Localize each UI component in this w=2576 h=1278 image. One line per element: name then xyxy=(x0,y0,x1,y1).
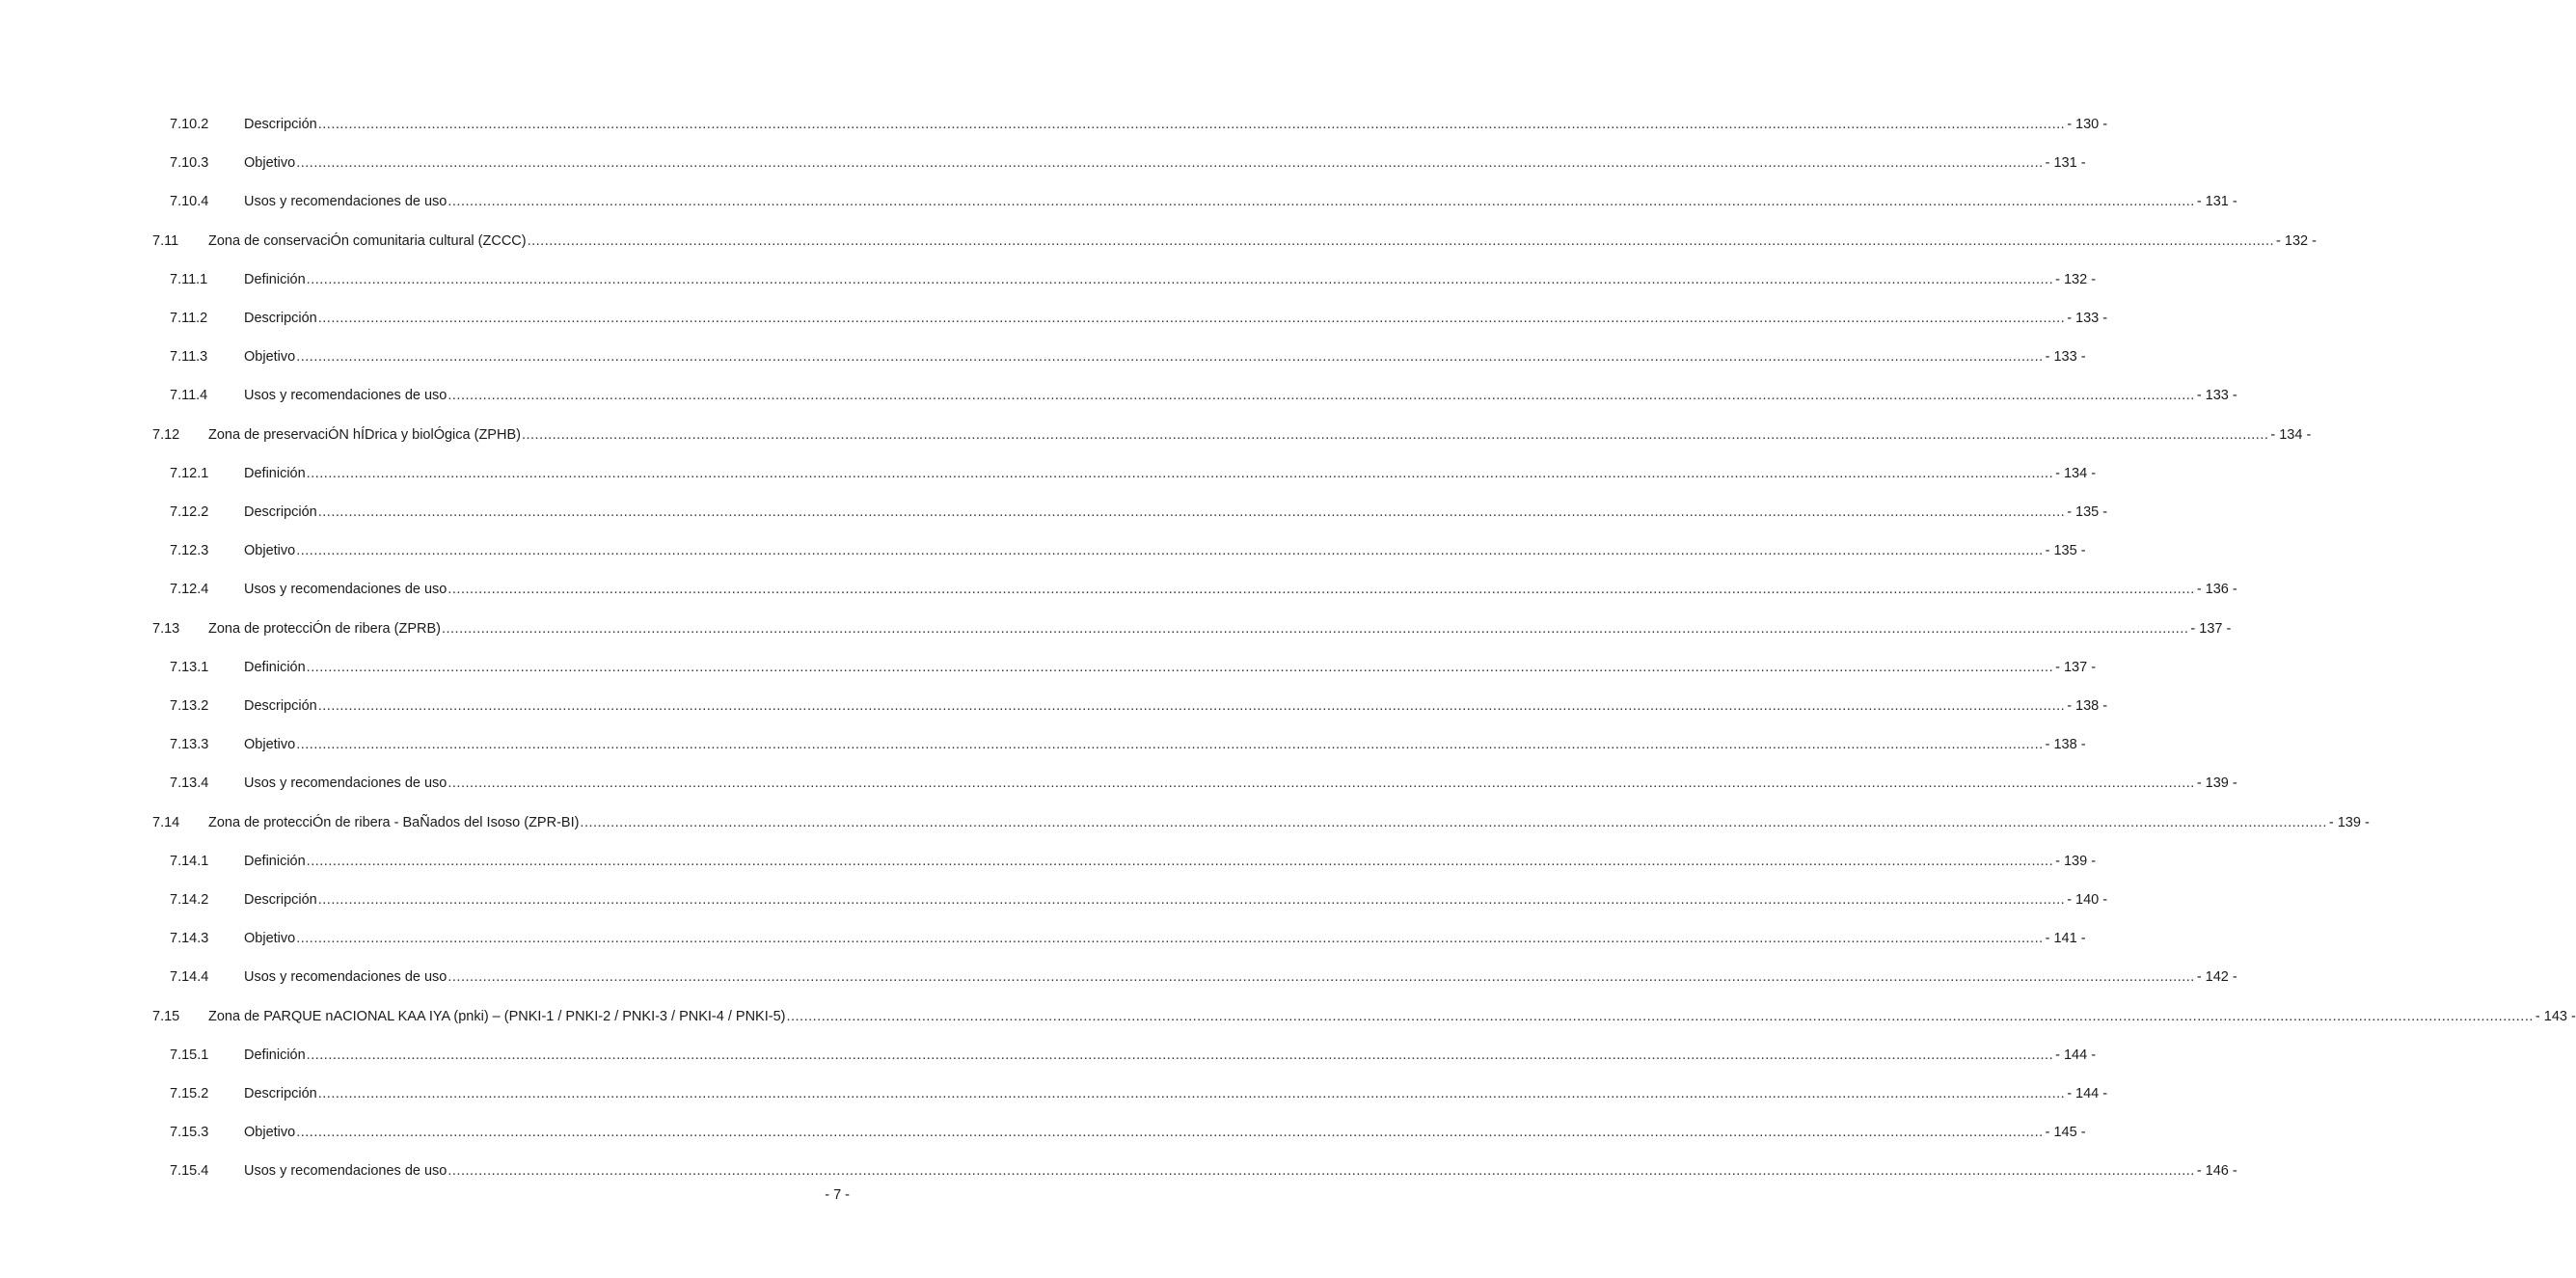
toc-entry-line xyxy=(244,1122,2086,1143)
toc-dot-leader: ................................................................................................................................................................................................................................................................................................................................................................................................................ xyxy=(447,194,2195,210)
toc-entry-title[interactable]: Usos y recomendaciones de uso xyxy=(244,194,447,210)
toc-entry-line xyxy=(244,152,2086,174)
toc-entry-line xyxy=(244,1160,2237,1182)
toc-dot-leader: ................................................................................................................................................................................................................................................................................................................................................................................................................ xyxy=(296,349,2044,366)
toc-entry-line xyxy=(244,308,2108,329)
toc-entry-title[interactable]: Descripción xyxy=(244,892,317,908)
toc-entry-title[interactable]: Objetivo xyxy=(244,155,296,172)
toc-entry-title[interactable]: Zona de conservaciÓn comunitaria cultural (ZCCC) xyxy=(208,232,527,249)
toc-entry-line xyxy=(244,346,2086,367)
toc-dot-leader: ................................................................................................................................................................................................................................................................................................................................................................................................................ xyxy=(580,814,2327,830)
toc-entry-page[interactable]: - 142 - xyxy=(2196,969,2237,986)
toc-entry-number: 7.15.3 xyxy=(170,1125,209,1141)
toc-subsection-entry[interactable] xyxy=(0,695,2108,717)
toc-entry-title[interactable]: Usos y recomendaciones de uso xyxy=(244,1163,447,1180)
toc-entry-page[interactable]: - 134 - xyxy=(2270,426,2312,443)
toc-entry-page[interactable]: - 138 - xyxy=(2045,737,2086,753)
toc-dot-leader: ................................................................................................................................................................................................................................................................................................................................................................................................................ xyxy=(447,388,2195,404)
toc-entry-page[interactable]: - 130 - xyxy=(2067,117,2108,132)
toc-entry-number: 7.15.4 xyxy=(170,1163,209,1180)
toc-entry-number: 7.11.2 xyxy=(170,311,208,326)
toc-dot-leader: ................................................................................................................................................................................................................................................................................................................................................................................................................ xyxy=(441,620,2189,637)
toc-entry-title[interactable]: Descripción xyxy=(244,311,317,326)
toc-entry-line xyxy=(244,1083,2108,1104)
toc-entry-line xyxy=(244,773,2237,794)
toc-entry-title[interactable]: Descripción xyxy=(244,504,317,520)
toc-entry-line xyxy=(244,579,2237,600)
toc-dot-leader: ................................................................................................................................................................................................................................................................................................................................................................................................................ xyxy=(306,853,2054,869)
toc-entry-line xyxy=(208,618,2232,639)
toc-subsection-entry[interactable] xyxy=(0,502,2108,523)
toc-entry-title[interactable]: Usos y recomendaciones de uso xyxy=(244,969,447,986)
toc-entry-title[interactable]: Objetivo xyxy=(244,1125,296,1141)
toc-entry-title[interactable]: Definición xyxy=(244,853,306,869)
toc-subsection-entry[interactable] xyxy=(0,540,2086,561)
toc-entry-page[interactable]: - 144 - xyxy=(2055,1047,2097,1063)
toc-entry-page[interactable]: - 131 - xyxy=(2196,194,2237,210)
toc-subsection-entry[interactable] xyxy=(0,734,2086,755)
toc-entry-page[interactable]: - 139 - xyxy=(2196,775,2237,792)
toc-entry-line xyxy=(208,812,2370,833)
toc-entry-title[interactable]: Definición xyxy=(244,271,306,287)
toc-entry-title[interactable]: Descripción xyxy=(244,1086,317,1101)
toc-dot-leader: ................................................................................................................................................................................................................................................................................................................................................................................................................ xyxy=(317,1086,2066,1101)
toc-entry-page[interactable]: - 137 - xyxy=(2055,659,2097,675)
toc-entry-title[interactable]: Descripción xyxy=(244,117,317,132)
toc-dot-leader: ................................................................................................................................................................................................................................................................................................................................................................................................................ xyxy=(527,232,2275,249)
toc-entry-line xyxy=(244,889,2108,911)
toc-entry-title[interactable]: Zona de protecciÓn de ribera (ZPRB) xyxy=(208,620,441,637)
toc-entry-page[interactable]: - 134 - xyxy=(2055,465,2097,481)
toc-dot-leader: ................................................................................................................................................................................................................................................................................................................................................................................................................ xyxy=(296,155,2044,172)
toc-entry-number: 7.15 xyxy=(152,1008,180,1024)
toc-entry-page[interactable]: - 132 - xyxy=(2276,232,2317,249)
toc-dot-leader: ................................................................................................................................................................................................................................................................................................................................................................................................................ xyxy=(306,271,2054,287)
toc-entry-number: 7.15.1 xyxy=(170,1047,209,1063)
toc-entry-line xyxy=(244,269,2097,290)
toc-entry-page[interactable]: - 133 - xyxy=(2196,388,2237,404)
toc-entry-line xyxy=(244,540,2086,561)
toc-subsection-entry[interactable] xyxy=(0,152,2086,174)
toc-subsection-entry[interactable] xyxy=(0,1045,2097,1066)
toc-entry-line xyxy=(244,1045,2097,1066)
toc-entry-line xyxy=(244,114,2108,135)
toc-entry-page[interactable]: - 138 - xyxy=(2067,698,2108,714)
toc-entry-title[interactable]: Zona de PARQUE nACIONAL KAA IYA (pnki) – (PNKI-1 / PNKI-2 / PNKI-3 / PNKI-4 / PNKI-5) xyxy=(208,1008,786,1024)
toc-entry-page[interactable]: - 133 - xyxy=(2045,349,2086,366)
toc-entry-page[interactable]: - 141 - xyxy=(2045,931,2086,947)
toc-entry-page[interactable]: - 132 - xyxy=(2055,271,2097,287)
toc-entry-number: 7.14 xyxy=(152,814,180,830)
toc-dot-leader: ................................................................................................................................................................................................................................................................................................................................................................................................................ xyxy=(447,969,2195,986)
toc-entry-number: 7.14.1 xyxy=(170,853,209,869)
toc-entry-number: 7.13.1 xyxy=(170,659,209,675)
toc-subsection-entry[interactable] xyxy=(0,1122,2086,1143)
toc-subsection-entry[interactable] xyxy=(0,308,2108,329)
toc-entry-title[interactable]: Objetivo xyxy=(244,543,296,559)
toc-entry-line xyxy=(244,191,2237,212)
toc-entry-number: 7.12.4 xyxy=(170,582,209,598)
toc-section-entry[interactable] xyxy=(0,618,2232,639)
toc-entry-line xyxy=(244,463,2097,484)
toc-entry-title[interactable]: Definición xyxy=(244,1047,306,1063)
toc-entry-line xyxy=(208,1006,2576,1027)
toc-dot-leader: ................................................................................................................................................................................................................................................................................................................................................................................................................ xyxy=(296,543,2044,559)
toc-subsection-entry[interactable] xyxy=(0,1083,2108,1104)
toc-entry-page[interactable]: - 146 - xyxy=(2196,1163,2237,1180)
toc-dot-leader: ................................................................................................................................................................................................................................................................................................................................................................................................................ xyxy=(317,504,2066,520)
toc-entry-number: 7.13.3 xyxy=(170,737,209,753)
toc-entry-number: 7.10.4 xyxy=(170,194,209,210)
toc-section-entry[interactable] xyxy=(0,424,2312,446)
toc-entry-number: 7.12.3 xyxy=(170,543,209,559)
toc-dot-leader: ................................................................................................................................................................................................................................................................................................................................................................................................................ xyxy=(317,698,2066,714)
toc-entry-line xyxy=(208,424,2312,446)
toc-entry-title[interactable]: Zona de preservaciÓN hÍDrica y biolÓgica (ZPHB) xyxy=(208,426,521,443)
toc-entry-page[interactable]: - 135 - xyxy=(2045,543,2086,559)
toc-entry-number: 7.10.3 xyxy=(170,155,209,172)
toc-entry-line xyxy=(244,851,2097,872)
toc-entry-number: 7.13.2 xyxy=(170,698,209,714)
toc-entry-line xyxy=(244,695,2108,717)
toc-entry-line xyxy=(244,657,2097,678)
toc-subsection-entry[interactable] xyxy=(0,1160,2237,1182)
toc-entry-number: 7.11 xyxy=(152,232,179,249)
toc-section-entry[interactable] xyxy=(0,1006,2576,1027)
toc-subsection-entry[interactable] xyxy=(0,966,2237,988)
toc-subsection-entry[interactable] xyxy=(0,773,2237,794)
toc-subsection-entry[interactable] xyxy=(0,851,2097,872)
toc-entry-title[interactable]: Objetivo xyxy=(244,737,296,753)
toc-entry-number: 7.14.2 xyxy=(170,892,209,908)
toc-dot-leader: ................................................................................................................................................................................................................................................................................................................................................................................................................ xyxy=(296,1125,2044,1141)
toc-subsection-entry[interactable] xyxy=(0,463,2097,484)
toc-dot-leader: ................................................................................................................................................................................................................................................................................................................................................................................................................ xyxy=(521,426,2269,443)
toc-entry-line xyxy=(244,734,2086,755)
toc-dot-leader: ................................................................................................................................................................................................................................................................................................................................................................................................................ xyxy=(317,117,2066,132)
toc-entry-number: 7.13 xyxy=(152,620,180,637)
toc-subsection-entry[interactable] xyxy=(0,385,2237,406)
toc-entry-page[interactable]: - 139 - xyxy=(2055,853,2097,869)
toc-entry-page[interactable]: - 144 - xyxy=(2067,1086,2108,1101)
toc-dot-leader: ................................................................................................................................................................................................................................................................................................................................................................................................................ xyxy=(306,659,2054,675)
toc-subsection-entry[interactable] xyxy=(0,191,2237,212)
toc-entry-number: 7.15.2 xyxy=(170,1086,209,1101)
toc-dot-leader: ................................................................................................................................................................................................................................................................................................................................................................................................................ xyxy=(447,775,2195,792)
toc-dot-leader: ................................................................................................................................................................................................................................................................................................................................................................................................................ xyxy=(296,737,2044,753)
toc-dot-leader: ................................................................................................................................................................................................................................................................................................................................................................................................................ xyxy=(447,582,2195,598)
toc-entry-title[interactable]: Descripción xyxy=(244,698,317,714)
toc-entry-number: 7.12.2 xyxy=(170,504,209,520)
toc-entry-title[interactable]: Usos y recomendaciones de uso xyxy=(244,775,447,792)
toc-dot-leader: ................................................................................................................................................................................................................................................................................................................................................................................................................ xyxy=(317,311,2066,326)
toc-section-entry[interactable] xyxy=(0,812,2370,833)
toc-dot-leader: ................................................................................................................................................................................................................................................................................................................................................................................................................ xyxy=(786,1008,2534,1024)
toc-entry-page[interactable]: - 143 - xyxy=(2535,1008,2576,1024)
toc-entry-title[interactable]: Usos y recomendaciones de uso xyxy=(244,582,447,598)
toc-section-entry[interactable] xyxy=(0,231,2317,252)
toc-entry-number: 7.11.4 xyxy=(170,388,208,404)
toc-entry-page[interactable]: - 135 - xyxy=(2067,504,2108,520)
toc-entry-page[interactable]: - 139 - xyxy=(2328,814,2370,830)
toc-entry-number: 7.14.3 xyxy=(170,931,209,947)
toc-entry-page[interactable]: - 145 - xyxy=(2045,1125,2086,1141)
toc-entry-page[interactable]: - 136 - xyxy=(2196,582,2237,598)
toc-subsection-entry[interactable] xyxy=(0,889,2108,911)
toc-entry-title[interactable]: Usos y recomendaciones de uso xyxy=(244,388,447,404)
toc-entry-number: 7.13.4 xyxy=(170,775,209,792)
toc-entry-number: 7.12.1 xyxy=(170,465,209,481)
toc-dot-leader: ................................................................................................................................................................................................................................................................................................................................................................................................................ xyxy=(317,892,2066,908)
toc-entry-title[interactable]: Definición xyxy=(244,659,306,675)
toc-entry-number: 7.11.1 xyxy=(170,271,208,287)
toc-subsection-entry[interactable] xyxy=(0,657,2097,678)
toc-entry-title[interactable]: Zona de protecciÓn de ribera - BaÑados del Isoso (ZPR-BI) xyxy=(208,814,580,830)
toc-entry-line xyxy=(244,502,2108,523)
toc-entry-number: 7.14.4 xyxy=(170,969,209,986)
toc-entry-number: 7.11.3 xyxy=(170,349,208,366)
toc-dot-leader: ................................................................................................................................................................................................................................................................................................................................................................................................................ xyxy=(306,1047,2054,1063)
toc-entry-line xyxy=(244,385,2237,406)
toc-dot-leader: ................................................................................................................................................................................................................................................................................................................................................................................................................ xyxy=(447,1163,2195,1180)
toc-entry-line xyxy=(244,928,2086,949)
toc-entry-line xyxy=(208,231,2317,252)
toc-entry-page[interactable]: - 131 - xyxy=(2045,155,2086,172)
toc-entry-title[interactable]: Definición xyxy=(244,465,306,481)
toc-entry-number: 7.12 xyxy=(152,426,180,443)
toc-subsection-entry[interactable] xyxy=(0,114,2108,135)
toc-subsection-entry[interactable] xyxy=(0,269,2097,290)
toc-dot-leader: ................................................................................................................................................................................................................................................................................................................................................................................................................ xyxy=(296,931,2044,947)
toc-subsection-entry[interactable] xyxy=(0,928,2086,949)
toc-entry-title[interactable]: Objetivo xyxy=(244,931,296,947)
toc-subsection-entry[interactable] xyxy=(0,346,2086,367)
toc-entry-page[interactable]: - 137 - xyxy=(2190,620,2232,637)
toc-entry-page[interactable]: - 133 - xyxy=(2067,311,2108,326)
page-number: - 7 - xyxy=(825,1187,850,1203)
toc-entry-number: 7.10.2 xyxy=(170,117,209,132)
toc-entry-line xyxy=(244,966,2237,988)
toc-dot-leader: ................................................................................................................................................................................................................................................................................................................................................................................................................ xyxy=(306,465,2054,481)
toc-subsection-entry[interactable] xyxy=(0,579,2237,600)
toc-entry-title[interactable]: Objetivo xyxy=(244,349,296,366)
toc-entry-page[interactable]: - 140 - xyxy=(2067,892,2108,908)
